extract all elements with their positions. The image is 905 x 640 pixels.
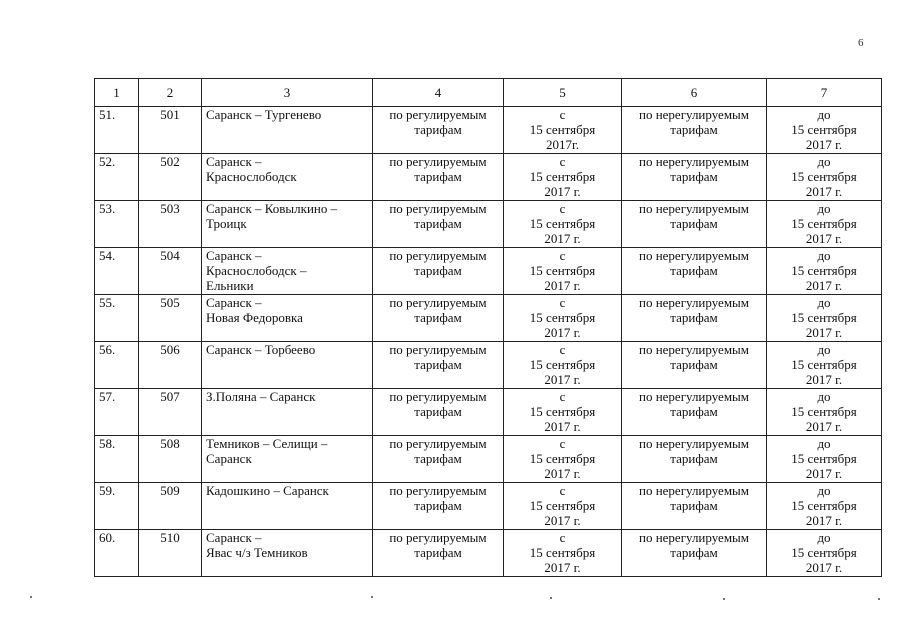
cell-line: Краснослободск (206, 169, 297, 184)
route-name-cell (202, 248, 373, 295)
row-number-cell: 54. (95, 248, 139, 295)
cell-line: тарифам (670, 169, 718, 184)
table-row (95, 201, 882, 248)
end-date-cell (767, 154, 882, 201)
cell-line: 15 сентября (529, 545, 596, 560)
cell-line: тарифам (414, 545, 462, 560)
cell-line: 15 сентября (791, 357, 857, 372)
cell-line: по регулируемым (389, 295, 487, 310)
route-code-cell: 510 (139, 530, 202, 577)
route-code-cell: 504 (139, 248, 202, 295)
route-name-cell (202, 530, 373, 577)
cell-line: 2017 г. (544, 325, 581, 340)
start-date-cell (504, 342, 622, 389)
cell-line: Саранск (206, 451, 252, 466)
new-fare-type-cell (622, 342, 767, 389)
table-row (95, 483, 882, 530)
start-date-cell (504, 107, 622, 154)
fare-type-cell (373, 248, 504, 295)
cell-line: по нерегулируемым (638, 483, 750, 498)
end-date-cell (767, 201, 882, 248)
cell-line: З.Поляна – Саранск (206, 389, 316, 404)
cell-line: Саранск – (206, 154, 262, 169)
row-number-cell: 55. (95, 295, 139, 342)
fare-type-cell (373, 436, 504, 483)
row-number-cell: 53. (95, 201, 139, 248)
row-number-cell: 52. (95, 154, 139, 201)
cell-line: Саранск – Ковылкино – (206, 201, 338, 216)
route-code-cell: 502 (139, 154, 202, 201)
cell-line: тарифам (670, 545, 718, 560)
fare-type-cell (373, 154, 504, 201)
header-cell: 3 (202, 79, 373, 107)
cell-line: 2017 г. (805, 325, 843, 340)
cell-line: по нерегулируемым (638, 154, 750, 169)
header-cell: 7 (767, 79, 882, 107)
cell-line: тарифам (670, 357, 718, 372)
cell-line: Краснослободск – (206, 263, 307, 278)
route-code-cell: 503 (139, 201, 202, 248)
start-date-cell (504, 201, 622, 248)
cell-line: тарифам (670, 310, 718, 325)
cell-line: до (817, 154, 831, 169)
new-fare-type-cell (622, 483, 767, 530)
route-name-cell (202, 201, 373, 248)
cell-line: по нерегулируемым (638, 342, 750, 357)
end-date-cell (767, 342, 882, 389)
route-code-cell: 508 (139, 436, 202, 483)
header-cell: 4 (373, 79, 504, 107)
cell-line: по регулируемым (389, 154, 487, 169)
new-fare-type-cell (622, 248, 767, 295)
cell-line: 2017 г. (805, 419, 843, 434)
header-cell: 6 (622, 79, 767, 107)
route-name-cell (202, 436, 373, 483)
cell-line: тарифам (670, 451, 718, 466)
cell-line: 15 сентября (529, 310, 596, 325)
cell-line: по нерегулируемым (638, 248, 750, 263)
cell-line: 15 сентября (791, 169, 857, 184)
start-date-cell (504, 483, 622, 530)
cell-line: 15 сентября (791, 404, 857, 419)
cell-line: 15 сентября (791, 216, 857, 231)
cell-line: по нерегулируемым (638, 436, 750, 451)
routes-table (94, 78, 882, 577)
cell-line: 15 сентября (529, 169, 596, 184)
cell-line: тарифам (414, 404, 462, 419)
route-name-cell (202, 107, 373, 154)
cell-line: по нерегулируемым (638, 295, 750, 310)
scan-speck (371, 596, 373, 598)
route-code-cell: 505 (139, 295, 202, 342)
cell-line: 2017 г. (544, 419, 581, 434)
scan-speck (550, 597, 552, 599)
table-row (95, 107, 882, 154)
cell-line: Саранск – Торбеево (206, 342, 316, 357)
cell-line: тарифам (670, 216, 718, 231)
row-number-cell: 56. (95, 342, 139, 389)
header-cell: 1 (95, 79, 139, 107)
start-date-cell (504, 530, 622, 577)
cell-line: 15 сентября (529, 263, 596, 278)
cell-line: с (559, 248, 566, 263)
end-date-cell (767, 107, 882, 154)
cell-line: 15 сентября (529, 216, 596, 231)
fare-type-cell (373, 483, 504, 530)
cell-line: до (817, 483, 831, 498)
end-date-cell (767, 530, 882, 577)
end-date-cell (767, 295, 882, 342)
fare-type-cell (373, 201, 504, 248)
fare-type-cell (373, 530, 504, 577)
end-date-cell (767, 483, 882, 530)
cell-line: по регулируемым (389, 107, 487, 122)
cell-line: тарифам (414, 451, 462, 466)
cell-line: по нерегулируемым (638, 201, 750, 216)
cell-line: до (817, 295, 831, 310)
cell-line: с (559, 201, 566, 216)
end-date-cell (767, 248, 882, 295)
cell-line: Ельники (206, 278, 254, 293)
cell-line: Явас ч/з Темников (206, 545, 308, 560)
cell-line: по регулируемым (389, 342, 487, 357)
cell-line: по регулируемым (389, 201, 487, 216)
cell-line: до (817, 107, 831, 122)
new-fare-type-cell (622, 389, 767, 436)
row-number-cell: 57. (95, 389, 139, 436)
new-fare-type-cell (622, 201, 767, 248)
new-fare-type-cell (622, 107, 767, 154)
cell-line: 15 сентября (791, 310, 857, 325)
cell-line: тарифам (414, 216, 462, 231)
route-code-cell: 507 (139, 389, 202, 436)
header-cell: 2 (139, 79, 202, 107)
fare-type-cell (373, 295, 504, 342)
fare-type-cell (373, 342, 504, 389)
fare-type-cell (373, 389, 504, 436)
scan-speck (30, 596, 32, 598)
cell-line: по регулируемым (389, 530, 487, 545)
cell-line: с (559, 154, 566, 169)
cell-line: 15 сентября (791, 545, 857, 560)
cell-line: с (559, 107, 566, 122)
table-row (95, 342, 882, 389)
cell-line: 2017 г. (544, 560, 581, 575)
cell-line: до (817, 530, 831, 545)
start-date-cell (504, 389, 622, 436)
cell-line: 2017 г. (805, 372, 843, 387)
cell-line: тарифам (414, 122, 462, 137)
cell-line: 15 сентября (791, 451, 857, 466)
start-date-cell (504, 436, 622, 483)
table-row (95, 248, 882, 295)
scan-speck (878, 598, 880, 600)
cell-line: с (559, 436, 566, 451)
cell-line: 2017 г. (544, 466, 581, 481)
cell-line: по регулируемым (389, 389, 487, 404)
table-row (95, 295, 882, 342)
cell-line: с (559, 483, 566, 498)
table-row (95, 530, 882, 577)
cell-line: тарифам (414, 310, 462, 325)
new-fare-type-cell (622, 154, 767, 201)
route-code-cell: 509 (139, 483, 202, 530)
route-name-cell (202, 154, 373, 201)
cell-line: с (559, 295, 566, 310)
cell-line: 2017 г. (544, 184, 581, 199)
header-row (95, 79, 882, 107)
route-name-cell (202, 483, 373, 530)
header-cell: 5 (504, 79, 622, 107)
cell-line: до (817, 201, 831, 216)
row-number-cell: 58. (95, 436, 139, 483)
route-code-cell: 501 (139, 107, 202, 154)
cell-line: Саранск – (206, 530, 262, 545)
cell-line: до (817, 436, 831, 451)
cell-line: 15 сентября (529, 357, 596, 372)
cell-line: тарифам (414, 357, 462, 372)
start-date-cell (504, 248, 622, 295)
cell-line: 2017 г. (544, 231, 581, 246)
start-date-cell (504, 154, 622, 201)
cell-line: тарифам (414, 169, 462, 184)
cell-line: тарифам (414, 263, 462, 278)
new-fare-type-cell (622, 295, 767, 342)
page-number: 6 (858, 37, 864, 49)
new-fare-type-cell (622, 530, 767, 577)
cell-line: 15 сентября (791, 263, 857, 278)
end-date-cell (767, 389, 882, 436)
cell-line: тарифам (670, 498, 718, 513)
cell-line: Саранск – (206, 295, 262, 310)
cell-line: 2017 г. (544, 372, 581, 387)
cell-line: 2017 г. (805, 466, 843, 481)
cell-line: 2017 г. (805, 137, 843, 152)
cell-line: с (559, 389, 566, 404)
route-name-cell (202, 389, 373, 436)
route-name-cell (202, 342, 373, 389)
cell-line: Темников – Селищи – (206, 436, 328, 451)
table-row (95, 436, 882, 483)
cell-line: по регулируемым (389, 248, 487, 263)
cell-line: по нерегулируемым (638, 389, 750, 404)
table-row (95, 154, 882, 201)
cell-line: тарифам (670, 263, 718, 278)
cell-line: с (559, 530, 566, 545)
cell-line: Троицк (206, 216, 247, 231)
cell-line: тарифам (670, 122, 718, 137)
row-number-cell: 60. (95, 530, 139, 577)
cell-line: 2017 г. (544, 513, 581, 528)
cell-line: по регулируемым (389, 483, 487, 498)
cell-line: с (559, 342, 566, 357)
cell-line: 15 сентября (529, 122, 596, 137)
row-number-cell: 51. (95, 107, 139, 154)
new-fare-type-cell (622, 436, 767, 483)
cell-line: Саранск – (206, 248, 262, 263)
cell-line: 15 сентября (791, 122, 857, 137)
cell-line: до (817, 342, 831, 357)
scan-speck (723, 598, 725, 600)
cell-line: 2017 г. (805, 560, 843, 575)
cell-line: Новая Федоровка (206, 310, 303, 325)
route-code-cell: 506 (139, 342, 202, 389)
cell-line: Саранск – Тургенево (206, 107, 322, 122)
cell-line: по регулируемым (389, 436, 487, 451)
cell-line: 2017 г. (805, 184, 843, 199)
cell-line: тарифам (414, 498, 462, 513)
fare-type-cell (373, 107, 504, 154)
cell-line: по нерегулируемым (638, 530, 750, 545)
cell-line: по нерегулируемым (638, 107, 750, 122)
route-name-cell (202, 295, 373, 342)
start-date-cell (504, 295, 622, 342)
cell-line: 2017 г. (805, 278, 843, 293)
cell-line: 15 сентября (791, 498, 857, 513)
cell-line: 2017 г. (544, 278, 581, 293)
cell-line: тарифам (670, 404, 718, 419)
cell-line: 15 сентября (529, 404, 596, 419)
cell-line: 2017г. (545, 137, 580, 152)
cell-line: 2017 г. (805, 231, 843, 246)
end-date-cell (767, 436, 882, 483)
cell-line: до (817, 248, 831, 263)
cell-line: Кадошкино – Саранск (206, 483, 329, 498)
cell-line: 2017 г. (805, 513, 843, 528)
cell-line: 15 сентября (529, 498, 596, 513)
cell-line: 15 сентября (529, 451, 596, 466)
cell-line: до (817, 389, 831, 404)
row-number-cell: 59. (95, 483, 139, 530)
table-row (95, 389, 882, 436)
